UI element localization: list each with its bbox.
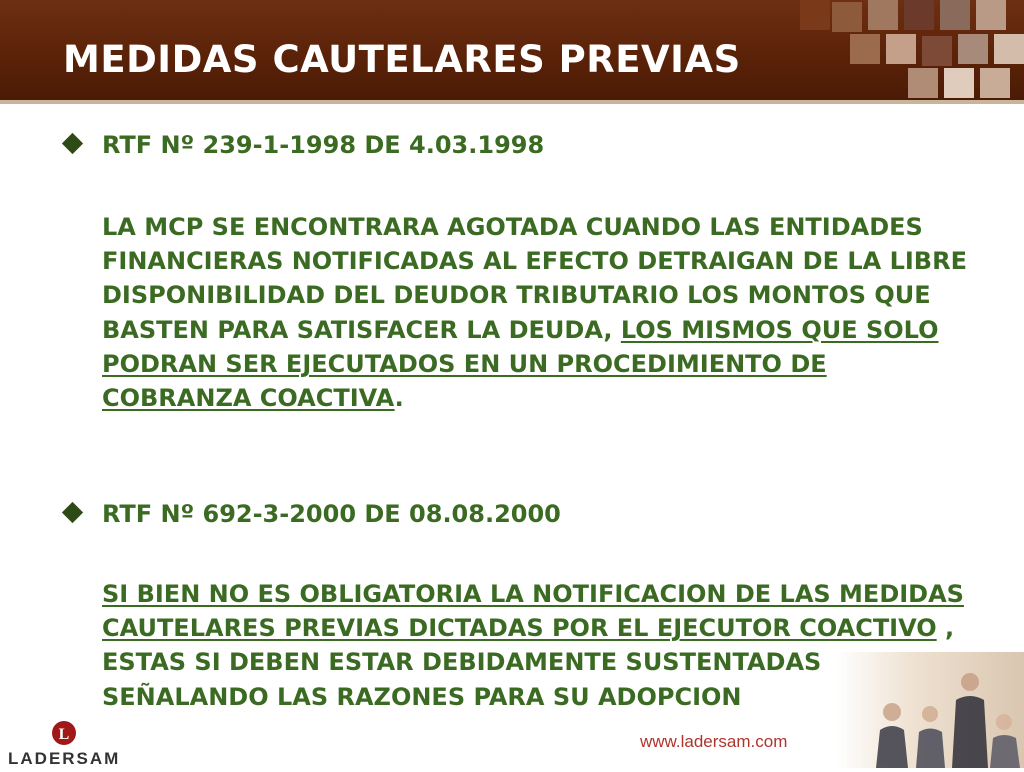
paragraph-1 bbox=[102, 210, 972, 415]
paragraph-2-underlined: SI BIEN NO ES OBLIGATORIA LA NOTIFICACION DE LAS MEDIDAS CAUTELARES PREVIAS DICTADAS POR EL EJECUTOR COACTIVO bbox=[102, 580, 964, 643]
slide-title: MEDIDAS CAUTELARES PREVIAS bbox=[63, 38, 741, 81]
logo-name: LADERSAM bbox=[8, 749, 121, 768]
ladersam-logo-icon bbox=[6, 716, 126, 768]
business-people-photo bbox=[836, 652, 1024, 768]
paragraph-1-underlined: LOS MISMOS QUE SOLO PODRAN SER EJECUTADOS EN UN PROCEDIMIENTO DE COBRANZA COACTIVA bbox=[102, 315, 939, 413]
bullet-heading-1 bbox=[102, 131, 544, 159]
diamond-bullet-icon bbox=[62, 502, 83, 523]
bullet-heading-2 bbox=[102, 500, 561, 528]
paragraph-2-plain: , ESTAS SI DEBEN ESTAR DEBIDAMENTE SUSTENTADAS SEÑALANDO LAS RAZONES PARA SU ADOPCION bbox=[102, 614, 955, 711]
website-url[interactable]: www.ladersam.com bbox=[640, 732, 788, 751]
decorative-mosaic bbox=[700, 0, 1024, 104]
diamond-bullet-icon bbox=[62, 133, 83, 154]
bullet-heading-2-text: RTF Nº 692-3-2000 DE 08.08.2000 bbox=[102, 500, 561, 528]
header-bar bbox=[0, 0, 1024, 104]
logo-letter: L bbox=[58, 726, 70, 743]
header-divider bbox=[0, 100, 1024, 104]
bullet-heading-1-text: RTF Nº 239-1-1998 DE 4.03.1998 bbox=[102, 131, 545, 159]
paragraph-1-end: . bbox=[394, 384, 404, 413]
paragraph-1-plain: LA MCP SE ENCONTRARA AGOTADA CUANDO LAS ENTIDADES FINANCIERAS NOTIFICADAS AL EFECTO DETRAIGAN DE LA LIBRE DISPONIBILIDAD DEL DEUDOR TRIBUTARIO LOS MONTOS QUE BASTEN PARA SATISFACER LA DEUDA, bbox=[102, 213, 967, 344]
